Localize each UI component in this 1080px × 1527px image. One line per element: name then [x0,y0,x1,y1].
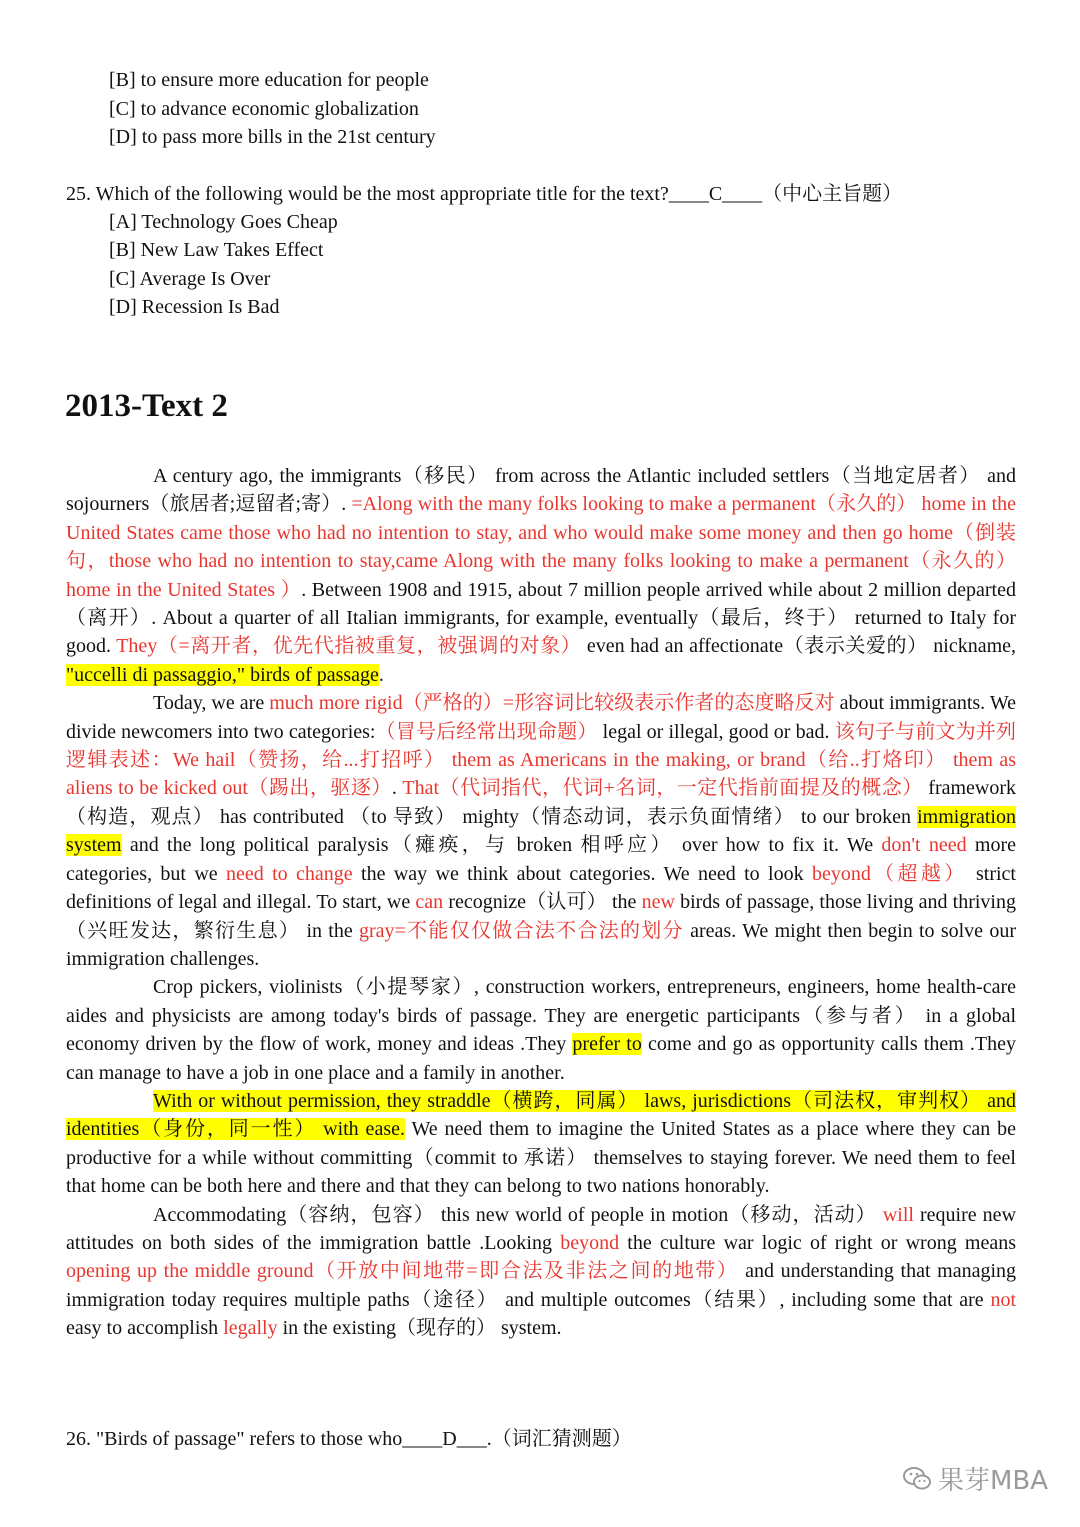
question-26-stem: 26. "Birds of passage" refers to those who____D___.（词汇猜测题） [66,1428,632,1450]
annotation: need to change [226,862,353,885]
annotation: not [990,1288,1016,1311]
annotation: （冒号后经常出现命题） [375,720,598,743]
highlight: "uccelli di passaggio," birds of passage [66,663,379,686]
annotation: much more rigid（严格的）=形容词比较级表示作者的态度略反对 [269,692,835,715]
paragraph-2: Today, we are much more rigid（严格的）=形容词比较级表示作者的态度略反对 about immigrants. We divide newcomers into two categories:（冒号后经常出现命题） legal or illegal, good or bad. 该句子与前文为并列逻辑表述：We hail（赞扬，给...打招呼） them as Americans in the making, or brand（给..打烙印） them as aliens to be kicked out（踢出，驱逐）. That（代词指代，代词+名词，一定代指前面提及的概念） framework（构造，观点） has contributed （to 导致） mighty（情态动词，表示负面情绪） to our broken immigration system and the long political paralysis（瘫痪，与 broken 相呼应） over how to fix it. We don't need more categories, but we need to change the way we think about categories. We need to look beyond（超越） strict definitions of legal and illegal. To start, we can recognize（认可） the new birds of passage, those living and thriving（兴旺发达，繁衍生息） in the gray=不能仅仅做合法不合法的划分 areas. We might then begin to solve our immigration challenges. [66,692,1017,970]
section-title: 2013-Text 2 [65,388,228,424]
annotation: beyond [560,1231,620,1254]
annotation: legally [223,1317,278,1340]
question-25-stem: 25. Which of the following would be the most appropriate title for the text?____C____（中心主旨题） [66,183,903,205]
annotation: opening up the middle ground（开放中间地带=即合法及非法之间的地带） [66,1260,739,1283]
highlight: prefer to [572,1033,642,1056]
question-25-option-a: [A] Technology Goes Cheap [109,211,338,233]
annotation: gray=不能仅仅做合法不合法的划分 [359,919,684,942]
option-d: [D] to pass more bills in the 21st century [109,126,436,148]
question-25-option-c: [C] Average Is Over [109,268,271,290]
annotation: don't need [881,834,967,857]
passage [66,462,1016,1343]
paragraph-3: Crop pickers, violinists（小提琴家）, construction workers, entrepreneurs, engineers, home health-care aides and physicists are among today's birds of passage. They are energetic participants（参与者） in a global economy driven by the flow of work, money and ideas .They prefer to come and go as opportunity calls them .They can manage to have a job in one place and a family in another. [66,976,1016,1084]
annotation: will [882,1203,914,1226]
option-b: [B] to ensure more education for people [109,69,429,91]
question-25-option-b: [B] New Law Takes Effect [109,239,324,261]
annotation: new [641,891,675,914]
wechat-icon [902,1465,932,1493]
annotation: =Along with the many folks looking to make a permanent（永久的） home in the United States came those who had no intention to stay, and who would make some money and then go home（倒装句，those who had no intention to stay,came Along with the many folks looking to make a permanent（永久的） home in the United States ） [66,493,1017,601]
paragraph-4: With or without permission, they straddle（横跨，同属） laws, jurisdictions（司法权，审判权） and identities（身份，同一性） with ease. We need them to imagine the United States as a place where they can be productive for a while without committing（commit to 承诺） themselves to staying forever. We need them to feel that home can be both here and there and that they can belong to two nations honorably. [66,1089,1016,1198]
annotation: beyond（超越） [811,862,968,885]
question-25-option-d: [D] Recession Is Bad [109,296,280,318]
watermark-text: 果芽MBA [937,1466,1048,1496]
option-c: [C] to advance economic globalization [109,98,419,120]
highlight: With or without permission, they straddle（横跨，同属） laws, jurisdictions（司法权，审判权） and identities（身份，同一性） with ease. [66,1089,1016,1141]
highlight: immigration system [66,805,1016,857]
annotation: That（代词指代，代词+名词，一定代指前面提及的概念） [402,777,923,800]
paragraph-1: A century ago, the immigrants（移民） from across the Atlantic included settlers（当地定居者） and sojourners（旅居者;逗留者;寄）. =Along with the many folks looking to make a permanent（永久的） home in the United States came those who had no intention to stay, and who would make some money and then go home（倒装句，those who had no intention to stay,came Along with the many folks looking to make a permanent（永久的） home in the United States ）. Between 1908 and 1915, about 7 million people arrived while about 2 million departed（离开）. About a quarter of all Italian immigrants, for example, eventually（最后，终于） returned to Italy for good. They（=离开者，优先代指被重复，被强调的对象） even had an affectionate（表示关爱的） nickname, "uccelli di passaggio," birds of passage. [66,465,1017,686]
watermark [902,1460,1048,1497]
paragraph-5: Accommodating（容纳，包容） this new world of people in motion（移动，活动） will require new attitudes on both sides of the immigration battle .Looking beyond the culture war logic of right or wrong means opening up the middle ground（开放中间地带=即合法及非法之间的地带） and understanding that managing immigration today requires multiple paths（途径） and multiple outcomes（结果）, including some that are not easy to accomplish legally in the existing（现存的） system. [66,1203,1017,1340]
annotation: They（=离开者，优先代指被重复，被强调的对象） [116,635,582,658]
annotation: can [415,891,444,914]
annotation: 该句子与前文为并列逻辑表述：We hail（赞扬，给...打招呼） them as Americans in the making, or brand（给..打烙印） them as aliens to be kicked out（踢出，驱逐） [66,720,1017,800]
